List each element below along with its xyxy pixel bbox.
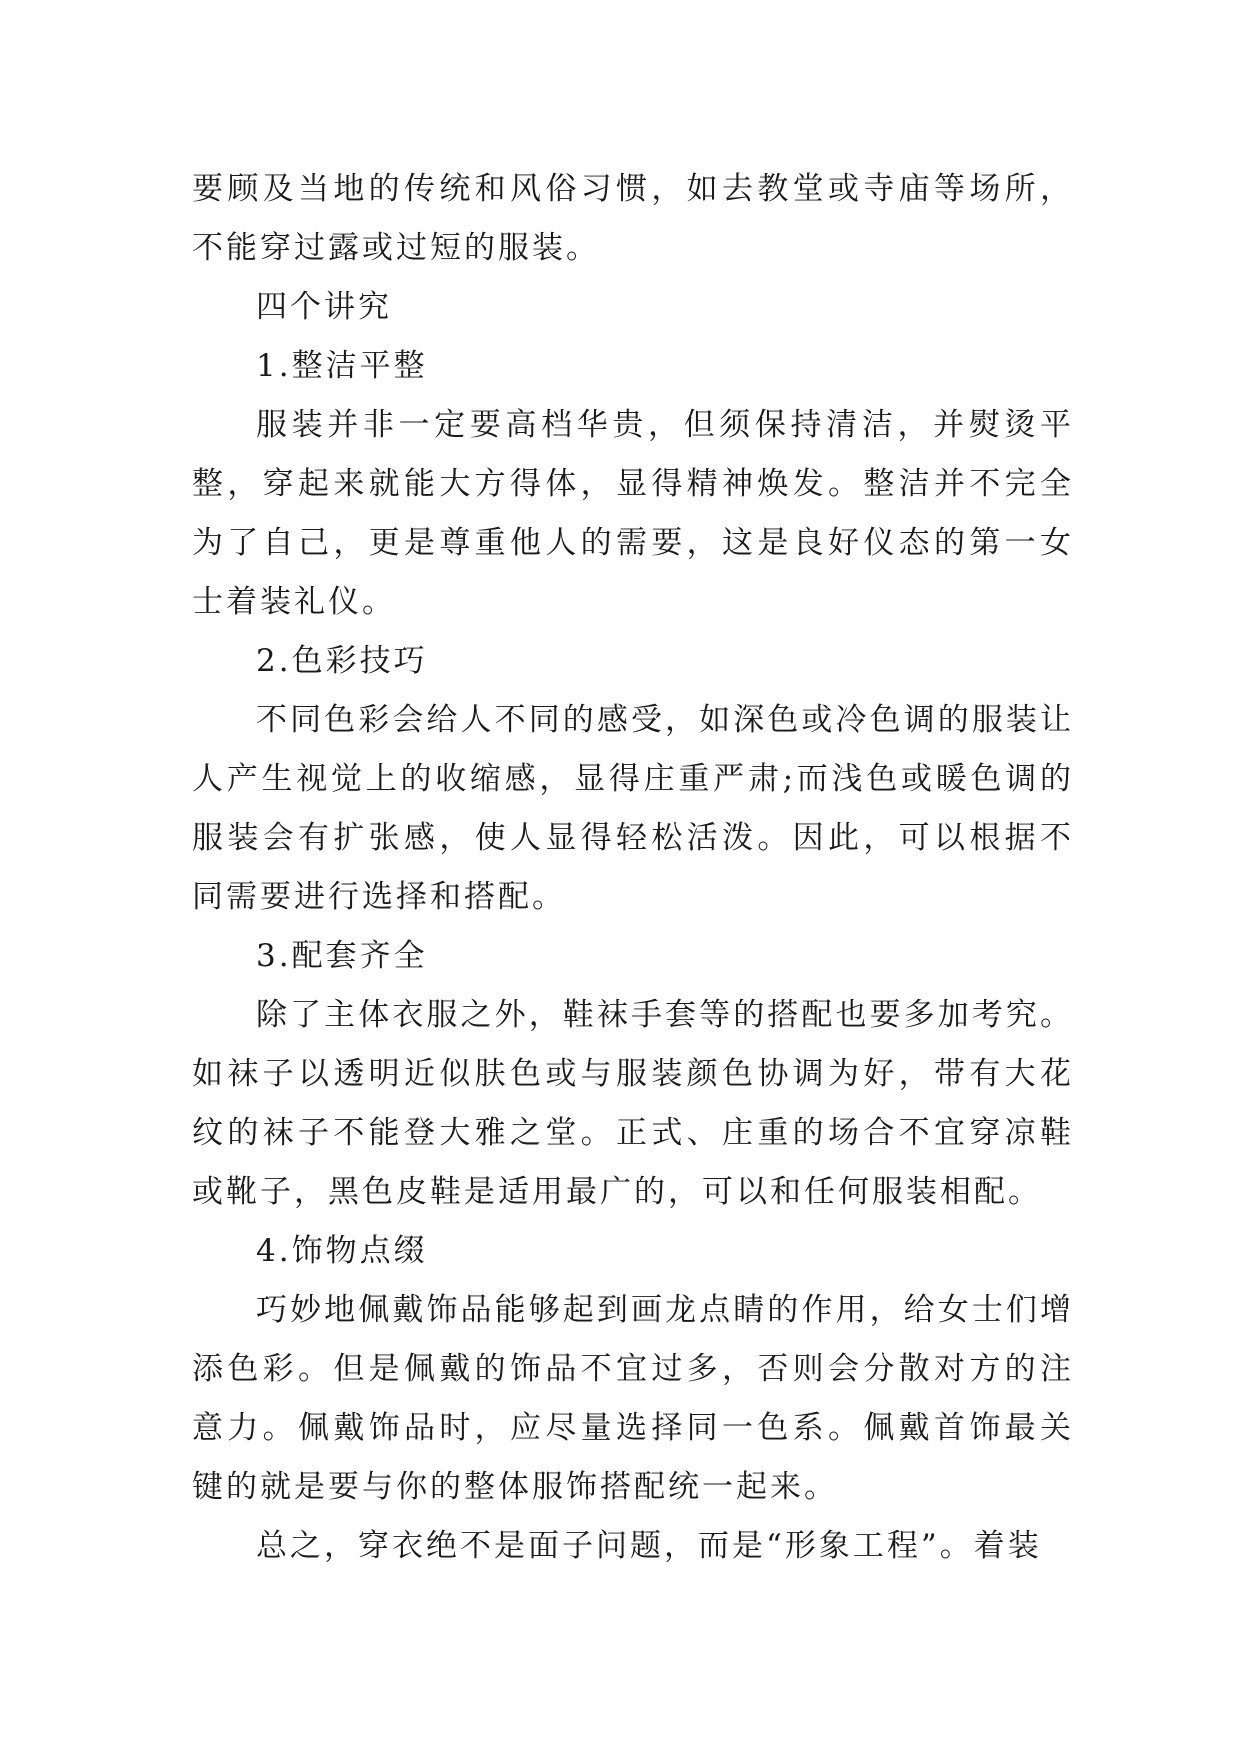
paragraph-neat: 服装并非一定要高档华贵，但须保持清洁，并熨烫平整，穿起来就能大方得体，显得精神焕发。整洁并不完全为了自己，更是尊重他人的需要，这是良好仪态的第一女士着装礼仪。	[192, 407, 1074, 620]
paragraph-matching: 除了主体衣服之外，鞋袜手套等的搭配也要多加考究。如袜子以透明近似肤色或与服装颜色协调为好，带有大花纹的袜子不能登大雅之堂。正式、庄重的场合不宜穿凉鞋或靴子，黑色皮鞋是适用最广的，可以和任何服装相配。	[192, 997, 1074, 1210]
section-heading-four-points: 四个讲究	[256, 289, 392, 325]
paragraph-continued: 要顾及当地的传统和风俗习惯，如去教堂或寺庙等场所，不能穿过露或过短的服装。	[192, 171, 1074, 266]
subheading-matching: 3.配套齐全	[256, 938, 428, 974]
paragraph-accessories: 巧妙地佩戴饰品能够起到画龙点睛的作用，给女士们增添色彩。但是佩戴的饰品不宜过多，否则会分散对方的注意力。佩戴饰品时，应尽量选择同一色系。佩戴首饰最关键的就是要与你的整体服饰搭配统一起来。	[192, 1292, 1074, 1505]
subheading-neat: 1.整洁平整	[256, 348, 428, 384]
subheading-accessories: 4.饰物点缀	[256, 1233, 428, 1269]
paragraph-color: 不同色彩会给人不同的感受，如深色或冷色调的服装让人产生视觉上的收缩感，显得庄重严肃;而浅色或暖色调的服装会有扩张感，使人显得轻松活泼。因此，可以根据不同需要进行选择和搭配。	[192, 702, 1074, 915]
document-body	[192, 160, 1074, 1576]
subheading-color: 2.色彩技巧	[256, 643, 428, 679]
paragraph-conclusion: 总之，穿衣绝不是面子问题，而是“形象工程”。着装	[256, 1528, 1042, 1564]
